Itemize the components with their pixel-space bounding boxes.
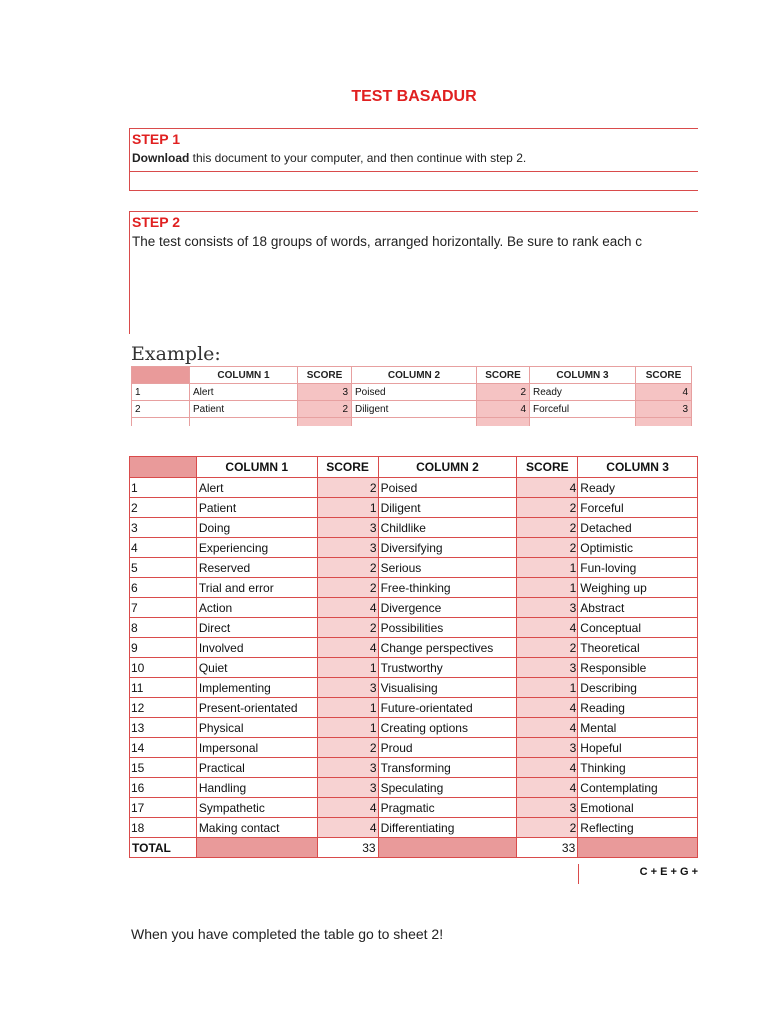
score1-input[interactable]: 3: [317, 518, 378, 538]
score1-input[interactable]: 4: [317, 798, 378, 818]
table-row: [130, 478, 698, 498]
footer-instruction: When you have completed the table go to sheet 2!: [131, 926, 444, 942]
example-score2: 2: [477, 384, 530, 401]
column2-word: Poised: [378, 478, 517, 498]
column3-word: Reflecting: [578, 818, 698, 838]
column3-word: Fun-loving: [578, 558, 698, 578]
score-table-header-row: [130, 457, 698, 478]
example-header-score1: SCORE: [298, 367, 352, 384]
column1-word: Present-orientated: [196, 698, 317, 718]
example-column1-word: Alert: [190, 384, 298, 401]
page-title: TEST BASADUR: [351, 88, 477, 105]
score1-input[interactable]: 2: [317, 478, 378, 498]
row-number: 5: [130, 558, 197, 578]
score1-input[interactable]: 2: [317, 558, 378, 578]
score2-input[interactable]: 2: [517, 518, 578, 538]
example-header-column2: COLUMN 2: [352, 367, 477, 384]
example-column3-word: Forceful: [530, 401, 636, 418]
column3-word: Emotional: [578, 798, 698, 818]
row-number: 11: [130, 678, 197, 698]
score1-input[interactable]: 1: [317, 718, 378, 738]
example-column2-word: Diligent: [352, 401, 477, 418]
score1-input[interactable]: 3: [317, 538, 378, 558]
total-score1: 33: [317, 838, 378, 858]
score1-input[interactable]: 4: [317, 598, 378, 618]
score2-input[interactable]: 2: [517, 538, 578, 558]
example-score3: 4: [636, 384, 692, 401]
header-score1: SCORE: [317, 457, 378, 478]
table-row: [130, 498, 698, 518]
column1-word: Handling: [196, 778, 317, 798]
score2-input[interactable]: 4: [517, 778, 578, 798]
table-row: [130, 518, 698, 538]
row-number: 17: [130, 798, 197, 818]
score1-input[interactable]: 2: [317, 738, 378, 758]
row-number: 7: [130, 598, 197, 618]
column2-word: Future-orientated: [378, 698, 517, 718]
column3-word: Forceful: [578, 498, 698, 518]
score1-input[interactable]: 3: [317, 678, 378, 698]
row-number: 8: [130, 618, 197, 638]
column2-word: Change perspectives: [378, 638, 517, 658]
score2-input[interactable]: 3: [517, 798, 578, 818]
column2-word: Childlike: [378, 518, 517, 538]
table-row: [130, 538, 698, 558]
table-row: [130, 678, 698, 698]
score1-input[interactable]: 4: [317, 818, 378, 838]
example-score1: 2: [298, 401, 352, 418]
column2-word: Trustworthy: [378, 658, 517, 678]
column1-word: Doing: [196, 518, 317, 538]
column2-word: Creating options: [378, 718, 517, 738]
example-column3-word: Ready: [530, 384, 636, 401]
example-column1-word: Patient: [190, 401, 298, 418]
row-number: 1: [130, 478, 197, 498]
table-row: [130, 638, 698, 658]
column2-word: Transforming: [378, 758, 517, 778]
step1-bold-lead: Download: [132, 151, 190, 165]
column1-word: Quiet: [196, 658, 317, 678]
score2-input[interactable]: 2: [517, 818, 578, 838]
column3-word: Mental: [578, 718, 698, 738]
formula-divider: [578, 864, 579, 884]
row-number: 4: [130, 538, 197, 558]
row-number: 15: [130, 758, 197, 778]
column3-word: Conceptual: [578, 618, 698, 638]
total-score2: 33: [517, 838, 578, 858]
score2-input[interactable]: 4: [517, 758, 578, 778]
table-row: [130, 778, 698, 798]
score2-input[interactable]: 3: [517, 598, 578, 618]
header-column1: COLUMN 1: [196, 457, 317, 478]
step2-instructions: The test consists of 18 groups of words, arranged horizontally. Be sure to rank each c: [132, 234, 643, 249]
score2-input[interactable]: 2: [517, 498, 578, 518]
example-row-number: 1: [132, 384, 190, 401]
column3-word: Abstract: [578, 598, 698, 618]
score1-input[interactable]: 3: [317, 758, 378, 778]
column3-word: Responsible: [578, 658, 698, 678]
score-formula: C + E + G +: [639, 866, 698, 878]
table-row: [130, 798, 698, 818]
column2-word: Divergence: [378, 598, 517, 618]
column2-word: Speculating: [378, 778, 517, 798]
row-number: 13: [130, 718, 197, 738]
row-number: 6: [130, 578, 197, 598]
example-header-column3: COLUMN 3: [530, 367, 636, 384]
column1-word: Involved: [196, 638, 317, 658]
total-label: TOTAL: [130, 838, 197, 858]
column3-word: Thinking: [578, 758, 698, 778]
column2-word: Serious: [378, 558, 517, 578]
column3-word: Optimistic: [578, 538, 698, 558]
column2-word: Proud: [378, 738, 517, 758]
score2-input[interactable]: 1: [517, 578, 578, 598]
column1-word: Alert: [196, 478, 317, 498]
row-number: 16: [130, 778, 197, 798]
score2-input[interactable]: 3: [517, 738, 578, 758]
score1-input[interactable]: 2: [317, 578, 378, 598]
column2-word: Free-thinking: [378, 578, 517, 598]
column2-word: Pragmatic: [378, 798, 517, 818]
total-row: [130, 838, 698, 858]
row-number: 14: [130, 738, 197, 758]
row-number: 12: [130, 698, 197, 718]
column2-word: Possibilities: [378, 618, 517, 638]
score-table: [129, 456, 698, 858]
example-header-column1: COLUMN 1: [190, 367, 298, 384]
score2-input[interactable]: 4: [517, 718, 578, 738]
example-score1: 3: [298, 384, 352, 401]
column1-word: Implementing: [196, 678, 317, 698]
header-corner-cell: [130, 457, 197, 478]
row-number: 2: [130, 498, 197, 518]
score1-input[interactable]: 1: [317, 498, 378, 518]
column2-word: Diligent: [378, 498, 517, 518]
column1-word: Trial and error: [196, 578, 317, 598]
column3-word: Describing: [578, 678, 698, 698]
table-row: [130, 758, 698, 778]
score2-input[interactable]: 4: [517, 478, 578, 498]
score2-input[interactable]: 4: [517, 618, 578, 638]
column3-word: Theoretical: [578, 638, 698, 658]
table-row: [130, 658, 698, 678]
row-number: 10: [130, 658, 197, 678]
score2-input[interactable]: 1: [517, 678, 578, 698]
column2-word: Visualising: [378, 678, 517, 698]
table-row: [130, 558, 698, 578]
score1-input[interactable]: 4: [317, 638, 378, 658]
column3-word: Weighing up: [578, 578, 698, 598]
score2-input[interactable]: 1: [517, 558, 578, 578]
step2-heading: STEP 2: [132, 214, 180, 230]
score1-input[interactable]: 2: [317, 618, 378, 638]
column1-word: Impersonal: [196, 738, 317, 758]
table-row: [130, 718, 698, 738]
column1-word: Physical: [196, 718, 317, 738]
score1-input[interactable]: 1: [317, 658, 378, 678]
step1-heading: STEP 1: [132, 131, 180, 147]
example-score3: 3: [636, 401, 692, 418]
table-row: [130, 598, 698, 618]
total-column3-cell: [578, 838, 698, 858]
total-column2-cell: [378, 838, 517, 858]
row-number: 9: [130, 638, 197, 658]
header-score2: SCORE: [517, 457, 578, 478]
column3-word: Detached: [578, 518, 698, 538]
column2-word: Diversifying: [378, 538, 517, 558]
column3-word: Hopeful: [578, 738, 698, 758]
example-header-score3: SCORE: [636, 367, 692, 384]
header-column2: COLUMN 2: [378, 457, 517, 478]
column1-word: Direct: [196, 618, 317, 638]
row-number: 18: [130, 818, 197, 838]
score1-input[interactable]: 3: [317, 778, 378, 798]
example-row-number: 2: [132, 401, 190, 418]
example-label: Example:: [131, 343, 221, 365]
table-row: [130, 698, 698, 718]
example-header-score2: SCORE: [477, 367, 530, 384]
column3-word: Contemplating: [578, 778, 698, 798]
column2-word: Differentiating: [378, 818, 517, 838]
column1-word: Making contact: [196, 818, 317, 838]
column1-word: Sympathetic: [196, 798, 317, 818]
column3-word: Ready: [578, 478, 698, 498]
example-score2: 4: [477, 401, 530, 418]
table-row: [130, 818, 698, 838]
table-row: [130, 618, 698, 638]
score2-input[interactable]: 3: [517, 658, 578, 678]
header-column3: COLUMN 3: [578, 457, 698, 478]
column3-word: Reading: [578, 698, 698, 718]
step1-text: this document to your computer, and then continue with step 2.: [189, 151, 527, 165]
table-row: [130, 578, 698, 598]
column1-word: Practical: [196, 758, 317, 778]
table-row: [130, 738, 698, 758]
column1-word: Action: [196, 598, 317, 618]
total-column1-cell: [196, 838, 317, 858]
score2-input[interactable]: 4: [517, 698, 578, 718]
score1-input[interactable]: 1: [317, 698, 378, 718]
column1-word: Patient: [196, 498, 317, 518]
example-column2-word: Poised: [352, 384, 477, 401]
column1-word: Experiencing: [196, 538, 317, 558]
row-number: 3: [130, 518, 197, 538]
column1-word: Reserved: [196, 558, 317, 578]
score2-input[interactable]: 2: [517, 638, 578, 658]
